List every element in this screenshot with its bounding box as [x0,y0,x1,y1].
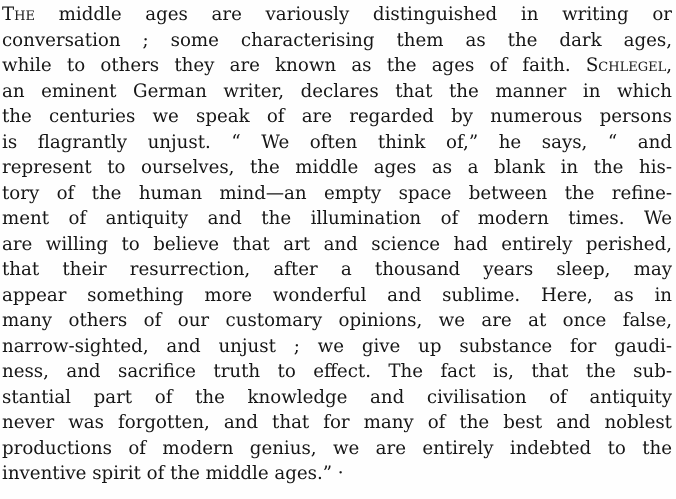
line-text: ness, and sacrifice truth to effect. The fact is, that the sub- [2,361,672,382]
line-text: narrow-sighted, and unjust ; we give up substance for gaudi- [2,335,672,357]
line-tail: , [666,55,672,76]
line-text: never was forgotten, and that for many of the best and noblest [2,412,672,433]
text-line-15 [2,359,672,385]
line-text: many others of our customary opinions, we are at once false, [2,310,672,331]
text-line-17 [2,410,672,436]
line-text: represent to ourselves, the middle ages as a blank in the his- [2,157,672,178]
line-text: productions of modern genius, we are entirely indebted to the [2,437,672,459]
text-line-11 [2,257,672,283]
text-line-18 [2,436,672,462]
text-line-12 [2,283,672,309]
text-line-13 [2,308,672,334]
text-line-9 [2,206,672,232]
line-text: inventive spirit of the middle ages.” · [2,463,344,484]
text-line-16 [2,385,672,411]
line-text: appear something more wonderful and sublime. Here, as in [2,284,672,306]
line-text: tory of the human mind—an empty space between the refine- [2,182,672,204]
line-text: that their resurrection, after a thousand years sleep, may [2,259,672,280]
line-text: an eminent German writer, declares that the manner in which [2,80,672,102]
paragraph [2,2,672,487]
text-line-3 [2,53,672,79]
text-line-4 [2,79,672,105]
line-text: conversation ; some characterising them as the dark ages, [2,29,672,51]
line-text: is flagrantly unjust. “ We often think of,” he says, “ and [2,131,672,153]
text-line-7 [2,155,672,181]
text-line-8 [2,181,672,207]
line-text: while to others they are known as the ages of faith. [2,55,586,76]
text-line-19 [2,461,672,487]
text-line-14 [2,334,672,360]
line-text: stantial part of the knowledge and civilisation of antiquity [2,386,672,408]
text-line-2 [2,28,672,54]
line-text: the centuries we speak of are regarded by numerous persons [2,106,672,127]
line-text: middle ages are variously distinguished in writing or [34,4,672,25]
text-line-6 [2,130,672,156]
author-name-small-caps: Schlegel [585,55,667,76]
text-line-1 [2,2,672,28]
line-text: are willing to believe that art and science had entirely perished, [2,233,672,255]
line-text: ment of antiquity and the illumination of modern times. We [2,208,672,229]
text-line-10 [2,232,672,258]
text-line-5 [2,104,672,130]
lead-small-caps: The [2,4,35,25]
